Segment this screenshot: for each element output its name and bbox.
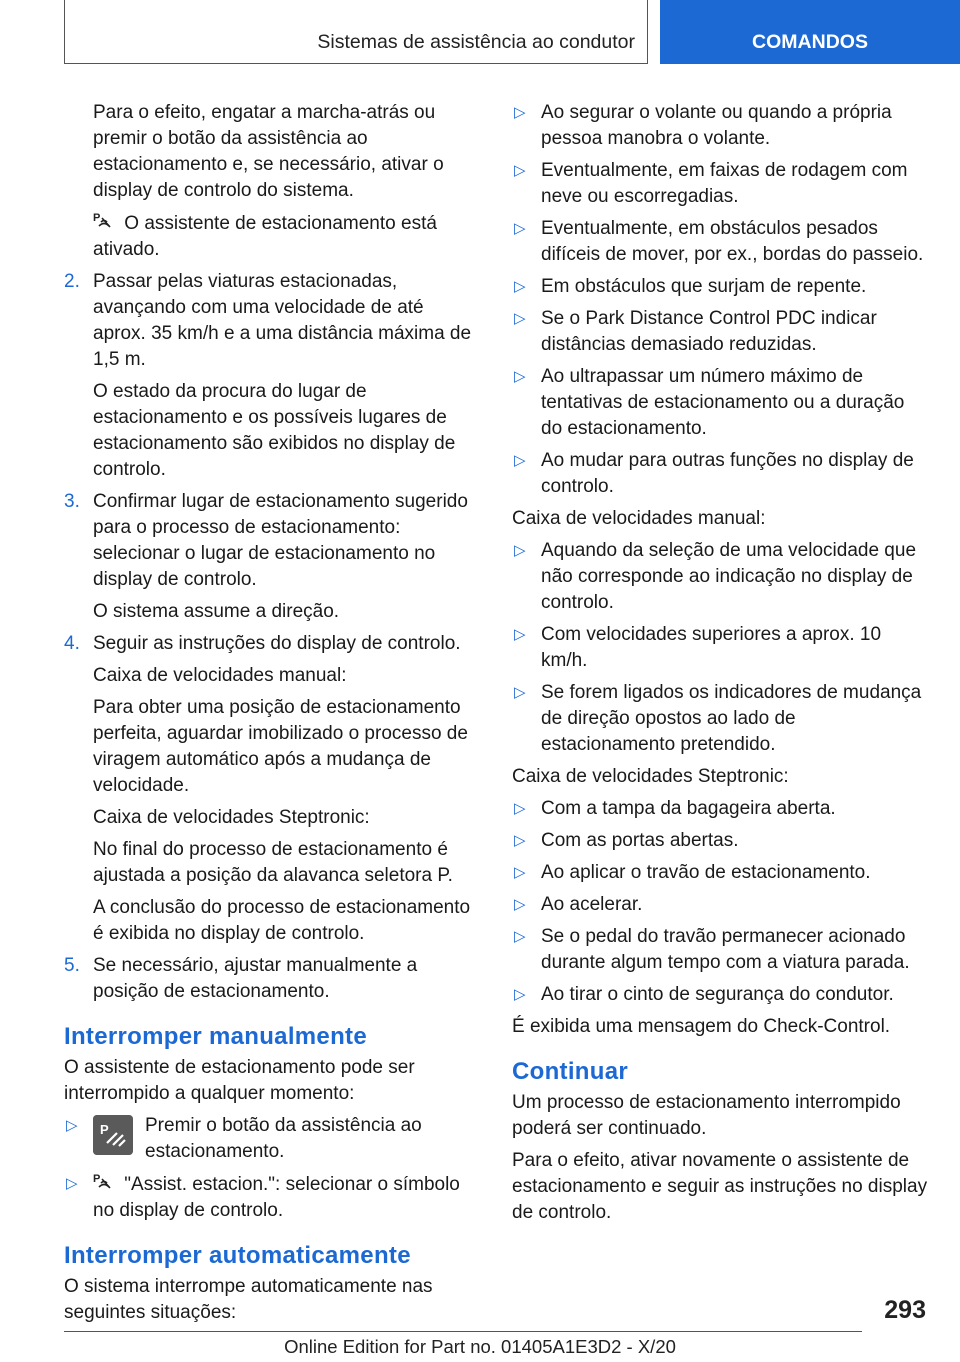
list-item: [512, 924, 930, 976]
triangle-bullet-icon: ▷: [514, 896, 526, 913]
list-item-text: Eventualmente, em obstáculos pesados difíceis de mover, por ex., bordas do passeio.: [541, 218, 924, 265]
continue-heading: Continuar: [512, 1058, 629, 1085]
list-item-text: Ao tirar o cinto de segurança do condutor.: [541, 984, 894, 1005]
parking-assistant-icon: [93, 210, 115, 232]
svg-text:P: P: [93, 1173, 101, 1185]
list-item-text: Com velocidades superiores a aprox. 10 km/h.: [541, 624, 882, 671]
step-paragraph: O estado da procura do lugar de estacionamento e os possíveis lugares de estacionamento são exibidos no display de controlo.: [93, 381, 456, 480]
footer-divider: [64, 1331, 862, 1332]
list-item-text: Se o pedal do travão permanecer acionado durante algum tempo com a viatura parada.: [541, 926, 910, 973]
list-item: [512, 892, 930, 918]
triangle-bullet-icon: ▷: [514, 104, 526, 121]
manual-text: O assistente de estacionamento pode ser interrompido a qualquer momento:: [64, 1057, 415, 1104]
triangle-bullet-icon: ▷: [514, 832, 526, 849]
step-paragraph: Se necessário, ajustar manualmente a posição de estacionamento.: [93, 955, 418, 1002]
svg-text:P: P: [100, 1122, 109, 1137]
check-control-text: É exibida uma mensagem do Check-Control.: [512, 1016, 891, 1037]
triangle-bullet-icon: ▷: [514, 928, 526, 945]
list-item: [512, 216, 930, 268]
left-column: [64, 100, 478, 1332]
intro-icon-text: O assistente de estacionamento está ativado.: [93, 213, 437, 260]
triangle-bullet-icon: ▷: [514, 986, 526, 1003]
list-item: [512, 448, 930, 500]
right-column: [512, 100, 930, 1232]
list-item-text: Se o Park Distance Control PDC indicar distâncias demasiado reduzidas.: [541, 308, 877, 355]
step-number: 5.: [64, 955, 80, 976]
triangle-bullet-icon: ▷: [514, 220, 526, 237]
step-paragraph: Para obter uma posição de estacionamento perfeita, aguardar imobilizado o processo de viragem automático após a mudança de velocidade.: [93, 697, 468, 796]
step-paragraph: Caixa de velocidades Steptronic:: [93, 807, 370, 828]
auto-text: O sistema interrompe automaticamente nas seguintes situações:: [64, 1276, 433, 1323]
continue-paragraph-2: Para o efeito, ativar novamente o assistente de estacionamento e seguir as instruções no display de controlo.: [512, 1150, 928, 1223]
chapter-tab: COMANDOS: [660, 0, 960, 64]
list-item-text: Em obstáculos que surjam de repente.: [541, 276, 867, 297]
triangle-bullet-icon: ▷: [514, 368, 526, 385]
list-item: [512, 158, 930, 210]
step-item: [64, 953, 478, 1005]
list-item: [512, 622, 930, 674]
section-title: Sistemas de assistência ao condutor: [64, 0, 648, 64]
list-item-text: Eventualmente, em faixas de rodagem com neve ou escorregadias.: [541, 160, 908, 207]
triangle-bullet-icon: ▷: [514, 162, 526, 179]
triangle-bullet-icon: ▷: [66, 1175, 78, 1192]
svg-text:P: P: [93, 212, 101, 224]
triangle-bullet-icon: ▷: [514, 684, 526, 701]
step-number: 4.: [64, 633, 80, 654]
parking-assist-button-icon: [93, 1115, 133, 1155]
auto-stop-list: [512, 100, 930, 500]
step-paragraph: Passar pelas viaturas estacionadas, avançando com uma velocidade de até aprox. 35 km/h e a uma distância máxima de 1,5 m.: [93, 271, 472, 370]
step-paragraph: Confirmar lugar de estacionamento sugerido para o processo de estacionamento: selecionar o lugar de estacionamento no display de controlo.: [93, 491, 468, 590]
page-header: [0, 0, 960, 66]
triangle-bullet-icon: ▷: [66, 1117, 78, 1134]
intro-paragraph: Para o efeito, engatar a marcha-atrás ou premir o botão da assistência ao estacionamento e, se necessário, ativar o display de controlo do sistema.: [93, 102, 444, 201]
manual-gearbox-list: [512, 538, 930, 758]
steptronic-label: Caixa de velocidades Steptronic:: [512, 766, 789, 787]
step-paragraph: No final do processo de estacionamento é ajustada a posição da alavanca seletora P.: [93, 839, 453, 886]
list-item-text: Aquando da seleção de uma velocidade que não corresponde ao indicação no display de controlo.: [541, 540, 917, 613]
list-item-text: Se forem ligados os indicadores de mudança de direção opostos ao lado de estacionamento pretendido.: [541, 682, 922, 755]
step-number: 2.: [64, 271, 80, 292]
list-item: [512, 860, 930, 886]
list-item: [512, 680, 930, 758]
step-item: [64, 631, 478, 947]
list-item-text: Ao acelerar.: [541, 894, 643, 915]
list-item: [512, 306, 930, 358]
triangle-bullet-icon: ▷: [514, 542, 526, 559]
list-item: [512, 538, 930, 616]
list-item-text: Com a tampa da bagageira aberta.: [541, 798, 836, 819]
list-item-text: Com as portas abertas.: [541, 830, 739, 851]
manual-bullet-1: Premir o botão da assistência ao estacionamento.: [145, 1115, 422, 1162]
manual-bullet-2: "Assist. estacion.": selecionar o símbolo no display de controlo.: [93, 1174, 460, 1221]
step-paragraph: Caixa de velocidades manual:: [93, 665, 347, 686]
page-number: 293: [884, 1296, 926, 1324]
step-paragraph: O sistema assume a direção.: [93, 601, 340, 622]
step-paragraph: A conclusão do processo de estacionamento é exibida no display de controlo.: [93, 897, 471, 944]
triangle-bullet-icon: ▷: [514, 864, 526, 881]
list-item: [512, 274, 930, 300]
list-item: [512, 364, 930, 442]
list-item: [512, 828, 930, 854]
triangle-bullet-icon: ▷: [514, 452, 526, 469]
step-list: [64, 269, 478, 1005]
manual-heading: Interromper manualmente: [64, 1023, 367, 1050]
list-item: [64, 1113, 478, 1165]
list-item-text: Ao mudar para outras funções no display de controlo.: [541, 450, 914, 497]
triangle-bullet-icon: ▷: [514, 800, 526, 817]
list-item-text: Ao aplicar o travão de estacionamento.: [541, 862, 871, 883]
step-number: 3.: [64, 491, 80, 512]
continue-paragraph-1: Um processo de estacionamento interrompido poderá ser continuado.: [512, 1092, 901, 1139]
steptronic-list: [512, 796, 930, 1008]
list-item: [512, 100, 930, 152]
triangle-bullet-icon: ▷: [514, 310, 526, 327]
auto-heading: Interromper automaticamente: [64, 1242, 411, 1269]
step-paragraph: Seguir as instruções do display de controlo.: [93, 633, 461, 654]
step-item: [64, 489, 478, 625]
manual-gearbox-label: Caixa de velocidades manual:: [512, 508, 766, 529]
list-item: [512, 982, 930, 1008]
triangle-bullet-icon: ▷: [514, 626, 526, 643]
list-item: [512, 796, 930, 822]
list-item-text: Ao ultrapassar um número máximo de tentativas de estacionamento ou a duração do estacionamento.: [541, 366, 905, 439]
parking-assistant-icon: [93, 1171, 115, 1193]
footer-edition: Online Edition for Part no. 01405A1E3D2 - X/20: [284, 1336, 676, 1357]
intro-icon-line: [64, 210, 478, 263]
list-item-text: Ao segurar o volante ou quando a própria pessoa manobra o volante.: [541, 102, 892, 149]
triangle-bullet-icon: ▷: [514, 278, 526, 295]
step-item: [64, 269, 478, 483]
list-item: [64, 1171, 478, 1224]
